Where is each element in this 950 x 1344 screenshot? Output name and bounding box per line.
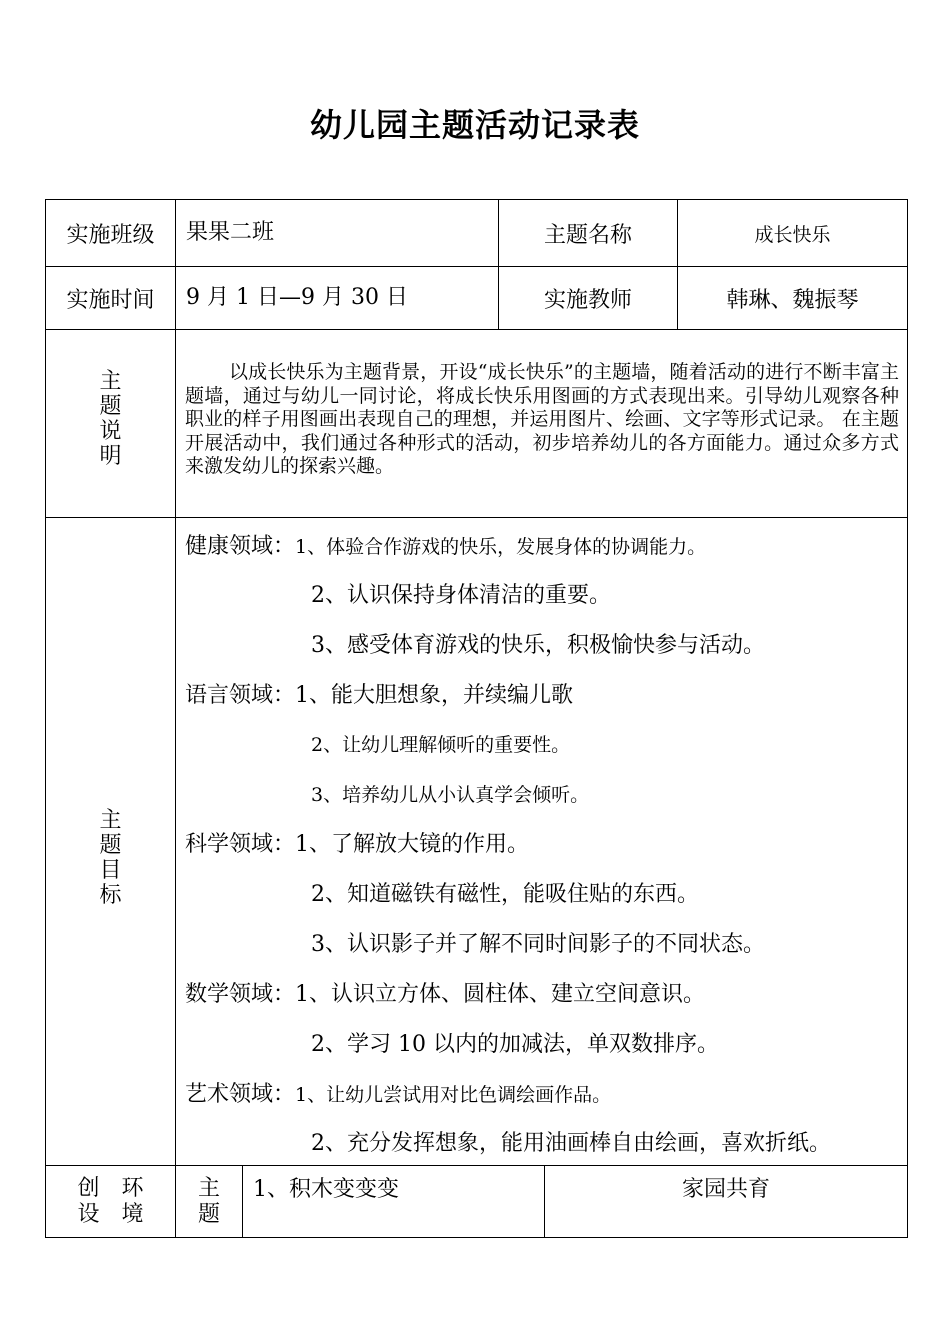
goal-text: 1、让幼儿尝试用对比色调绘画作品。 <box>295 1084 612 1106</box>
explanation-label <box>46 330 175 517</box>
time-label: 实施时间 <box>66 287 155 313</box>
goals-label-char: 题 <box>99 832 122 858</box>
goal-line <box>311 730 570 757</box>
goals-label <box>46 518 175 1165</box>
goal-text: 3、培养幼儿从小认真学会倾听。 <box>311 784 590 806</box>
goal-area: 语言领域： <box>185 683 296 708</box>
theme-label: 主题名称 <box>543 222 632 248</box>
goal-text: 1、了解放大镜的作用。 <box>295 832 530 857</box>
theme-value: 成长快乐 <box>754 223 831 246</box>
goal-text: 2、让幼儿理解倾听的重要性。 <box>311 734 571 756</box>
goal-text: 1、认识立方体、圆柱体、建立空间意识。 <box>295 982 706 1007</box>
goals-label-char: 目 <box>99 857 122 883</box>
goals-label-char: 标 <box>99 882 122 908</box>
table-col-divider-1 <box>175 199 176 1238</box>
explanation-text: 以成长快乐为主题背景，开设“成长快乐”的主题墙，随着活动的进行不断丰富主题墙，通过与幼儿一同讨论，将成长快乐用图画的方式表现出来。引导幼儿观察各种职业的样子用图画出表现自己的理想，并运用图片、绘画、文字等形式记录。 在主题开展活动中，我们通过各种形式的活动，初步培养幼儿的各方面能力。通过众多方式来激发幼儿的探索兴趣。 <box>185 361 899 477</box>
table-col-divider-4 <box>242 1165 243 1238</box>
theme-wall-label-top: 主 <box>197 1176 220 1201</box>
goal-area: 艺术领域： <box>185 1082 296 1107</box>
goal-text: 1、体验合作游戏的快乐，发展身体的协调能力。 <box>295 536 707 558</box>
table-border-right <box>907 199 908 1238</box>
goal-line <box>311 1126 831 1157</box>
explanation-label-char: 说 <box>99 418 122 444</box>
goal-text: 3、认识影子并了解不同时间影子的不同状态。 <box>311 932 765 957</box>
goal-text: 2、充分发挥想象，能用油画棒自由绘画，喜欢折纸。 <box>311 1131 831 1156</box>
theme-wall-label <box>176 1166 242 1237</box>
explanation-label-char: 题 <box>99 393 122 419</box>
environment-label-top: 创 环 <box>77 1176 144 1201</box>
goal-line <box>185 1077 611 1108</box>
environment-label <box>46 1166 175 1237</box>
goal-line <box>185 977 705 1008</box>
goal-text: 3、感受体育游戏的快乐，积极愉快参与活动。 <box>311 633 765 658</box>
goal-line <box>185 827 529 858</box>
goal-area: 健康领域： <box>185 534 296 559</box>
goal-text: 2、学习 10 以内的加减法，单双数排序。 <box>311 1032 719 1057</box>
explanation-label-char: 明 <box>99 443 122 469</box>
goal-line <box>185 678 573 709</box>
goal-text: 2、知道磁铁有磁性，能吸住贴的东西。 <box>311 882 699 907</box>
goal-line <box>311 578 611 609</box>
goal-text: 1、能大胆想象，并续编儿歌 <box>295 683 574 708</box>
theme-wall-label-bottom: 题 <box>197 1202 220 1227</box>
class-value: 果果二班 <box>186 220 275 245</box>
environment-label-bottom: 设 境 <box>77 1202 144 1227</box>
goal-line <box>311 780 589 807</box>
time-value: 9 月 1 日—9 月 30 日 <box>186 285 408 310</box>
goal-line <box>311 1027 719 1058</box>
goal-area: 科学领域： <box>185 832 296 857</box>
goals-label-char: 主 <box>99 807 122 833</box>
goal-line <box>311 877 699 908</box>
goal-text: 2、认识保持身体清洁的重要。 <box>311 583 611 608</box>
teacher-value: 韩琳、魏振琴 <box>726 287 859 313</box>
class-label: 实施班级 <box>66 222 155 248</box>
goal-line <box>311 628 765 659</box>
theme-wall-item: 1、积木变变变 <box>253 1177 399 1202</box>
home-cooperation-label: 家园共育 <box>681 1177 770 1202</box>
goal-line <box>185 529 706 560</box>
explanation-label-char: 主 <box>99 368 122 394</box>
page-title: 幼儿园主题活动记录表 <box>309 106 640 144</box>
teacher-label: 实施教师 <box>543 287 632 313</box>
goal-area: 数学领域： <box>185 982 296 1007</box>
goal-line <box>311 927 765 958</box>
